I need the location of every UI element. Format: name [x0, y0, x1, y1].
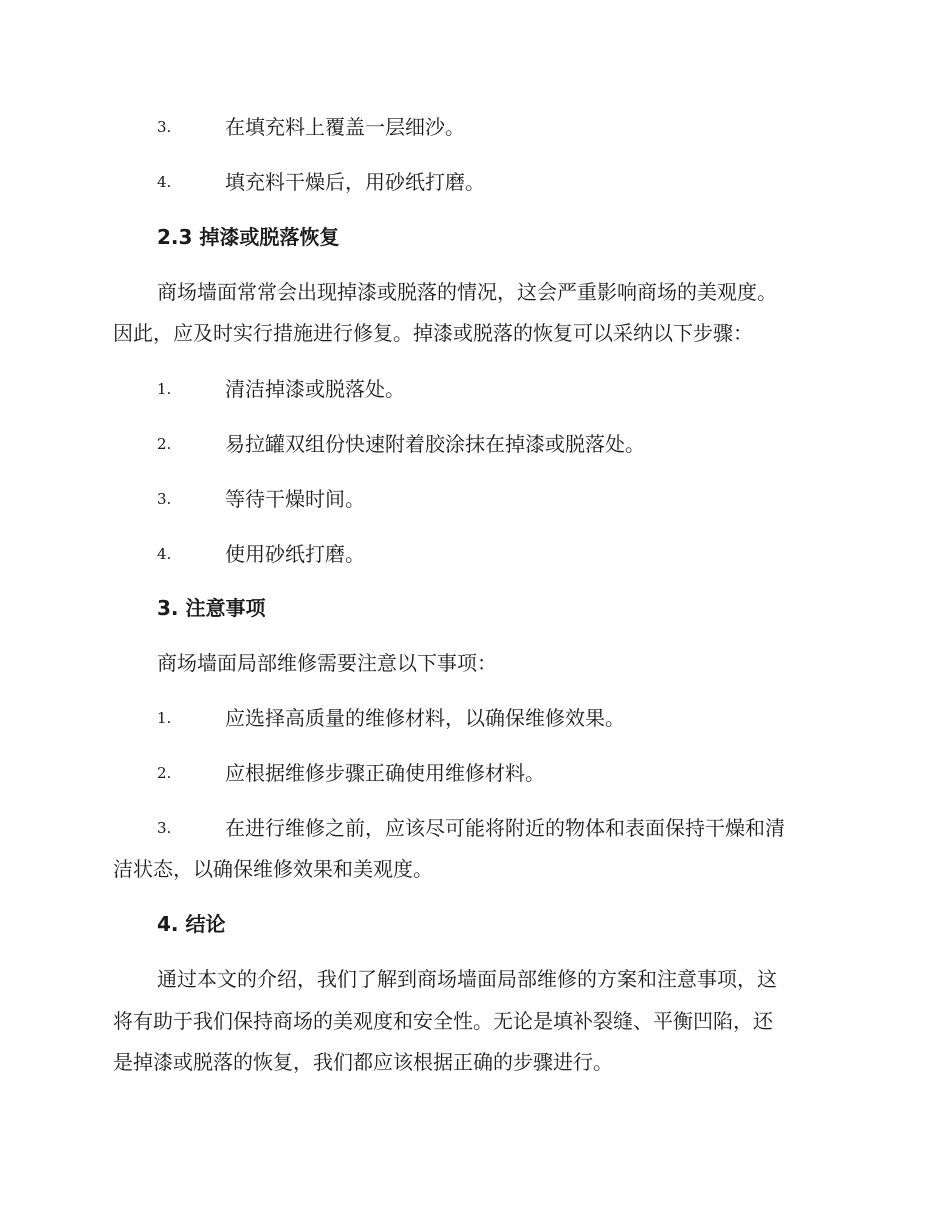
list-item-text: 在进行维修之前，应该尽可能将附近的物体和表面保持干燥和清	[225, 816, 785, 840]
section-heading-4: 4. 结论	[157, 912, 226, 936]
list-item-text: 等待干燥时间。	[225, 487, 365, 511]
list-number: 4.	[157, 545, 172, 563]
paragraph-line: 商场墙面局部维修需要注意以下事项：	[157, 651, 497, 675]
list-item-text: 使用砂纸打磨。	[225, 542, 365, 566]
list-item-text: 清洁掉漆或脱落处。	[225, 377, 405, 401]
list-number: 2.	[157, 435, 172, 453]
paragraph-line: 将有助于我们保持商场的美观度和安全性。无论是填补裂缝、平衡凹陷，还	[113, 1009, 773, 1033]
list-item-text: 在填充料上覆盖一层细沙。	[225, 115, 465, 139]
section-heading-3: 3. 注意事项	[157, 596, 266, 620]
list-number: 3.	[157, 118, 172, 136]
paragraph-line: 通过本文的介绍，我们了解到商场墙面局部维修的方案和注意事项，这	[157, 967, 777, 991]
list-item-text: 应选择高质量的维修材料，以确保维修效果。	[225, 706, 625, 730]
paragraph-line: 是掉漆或脱落的恢复，我们都应该根据正确的步骤进行。	[113, 1050, 613, 1074]
list-item-text: 填充料干燥后，用砂纸打磨。	[225, 170, 485, 194]
paragraph-line: 洁状态，以确保维修效果和美观度。	[113, 857, 433, 881]
list-item-text: 应根据维修步骤正确使用维修材料。	[225, 761, 545, 785]
list-number: 3.	[157, 819, 172, 837]
section-heading-2-3: 2.3 掉漆或脱落恢复	[157, 225, 340, 249]
list-number: 4.	[157, 173, 172, 191]
paragraph-line: 商场墙面常常会出现掉漆或脱落的情况，这会严重影响商场的美观度。	[157, 280, 777, 304]
list-number: 1.	[157, 709, 172, 727]
paragraph-line: 因此，应及时实行措施进行修复。掉漆或脱落的恢复可以采纳以下步骤：	[113, 321, 753, 345]
list-number: 3.	[157, 490, 172, 508]
list-number: 2.	[157, 764, 172, 782]
list-number: 1.	[157, 380, 172, 398]
list-item-text: 易拉罐双组份快速附着胶涂抹在掉漆或脱落处。	[225, 432, 645, 456]
